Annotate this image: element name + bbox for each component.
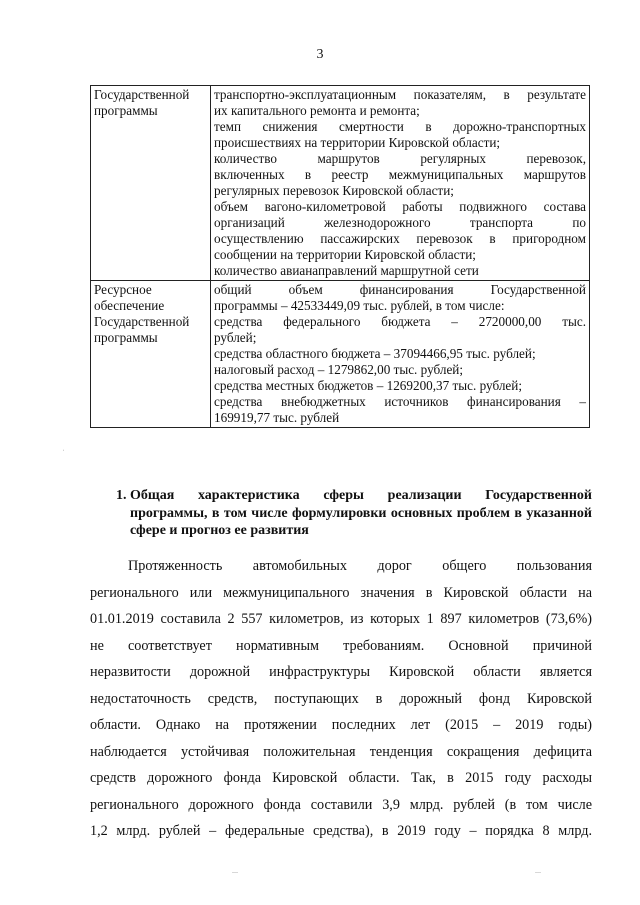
value-line: объем вагоно-километровой работы подвижного состава — [214, 199, 586, 214]
value-line: средства местных бюджетов – 1269200,37 тыс. рублей; — [214, 378, 522, 393]
value-line: темп снижения смертности в дорожно-транспортных — [214, 119, 586, 134]
row-value-cell — [211, 281, 590, 428]
page-number: 3 — [316, 47, 324, 62]
body-paragraph — [90, 553, 592, 845]
value-line: общий объем финансирования Государственной — [214, 282, 586, 297]
label-line: программы — [94, 330, 158, 345]
value-line: их капитального ремонта и ремонта; — [214, 103, 420, 118]
scan-speck: ... — [232, 866, 238, 875]
paragraph-line: не соответствует нормативным требованиям. Основной причиной — [90, 637, 592, 654]
value-line: происшествиях на территории Кировской области; — [214, 135, 501, 150]
value-line: количество авианаправлений маршрутной сети — [214, 263, 479, 278]
label-line: Государственной — [94, 87, 190, 102]
value-line: регулярных перевозок Кировской области; — [214, 183, 454, 198]
value-line: средства внебюджетных источников финансирования – — [214, 394, 586, 409]
paragraph-line: неразвитости дорожной инфраструктуры Кировской области является — [90, 664, 592, 680]
section-title: Общая характеристика сферы реализации Государственной программы, в том числе формулировки основных проблем в указанной сфере и прогноз ее развития — [130, 488, 592, 538]
value-line: средства областного бюджета – 37094466,95 тыс. рублей; — [214, 346, 536, 361]
label-line: обеспечение — [94, 298, 165, 313]
value-line: осуществлению пассажирских перевозок в пригородном — [214, 231, 586, 246]
row-value-cell — [211, 86, 590, 281]
value-line: количество маршрутов регулярных перевозок, — [214, 151, 586, 166]
table-row — [91, 281, 590, 428]
value-line: сообщении на территории Кировской области; — [214, 247, 476, 262]
paragraph-line: недостаточность средств, поступающих в дорожный фонд Кировской — [90, 690, 592, 707]
paragraph-line: 1,2 млрд. рублей – федеральные средства), в 2019 году – порядка 8 млрд. — [90, 823, 592, 839]
program-passport-table — [90, 85, 590, 428]
value-line: 169919,77 тыс. рублей — [214, 410, 340, 425]
paragraph-line: наблюдается устойчивая положительная тенденция сокращения дефицита — [90, 743, 592, 760]
row-label-cell — [91, 281, 211, 428]
row-label-cell — [91, 86, 211, 281]
section-heading — [116, 487, 592, 540]
value-line: транспортно-эксплуатационным показателям, в результате — [214, 87, 586, 102]
value-line: средства федерального бюджета – 2720000,00 тыс. — [214, 314, 586, 329]
paragraph-line: Протяженность автомобильных дорог общего пользования — [128, 558, 592, 574]
label-line: Государственной — [94, 314, 190, 329]
paragraph-line: регионального дорожного фонда составили 3,9 млрд. рублей (в том числе — [90, 796, 592, 813]
paragraph-line: области. Однако на протяжении последних лет (2015 – 2019 годы) — [90, 717, 592, 733]
value-line: программы – 42533449,09 тыс. рублей, в том числе: — [214, 298, 505, 313]
table-row — [91, 86, 590, 281]
scan-speck: ˌ — [62, 442, 65, 451]
paragraph-line: регионального или межмуниципального значения в Кировской области на — [90, 584, 592, 601]
label-line: программы — [94, 103, 158, 118]
value-line: рублей; — [214, 330, 257, 345]
scan-speck: ... — [535, 866, 541, 875]
value-line: включенных в реестр межмуниципальных маршрутов — [214, 167, 586, 182]
section-number: 1. — [116, 488, 127, 503]
paragraph-line: 01.01.2019 составила 2 557 километров, из которых 1 897 километров (73,6%) — [90, 611, 592, 627]
value-line: налоговый расход – 1279862,00 тыс. рублей; — [214, 362, 464, 377]
paragraph-line: средств дорожного фонда Кировской области. Так, в 2015 году расходы — [90, 770, 592, 786]
value-line: организаций железнодорожного транспорта по — [214, 215, 586, 230]
label-line: Ресурсное — [94, 282, 152, 297]
